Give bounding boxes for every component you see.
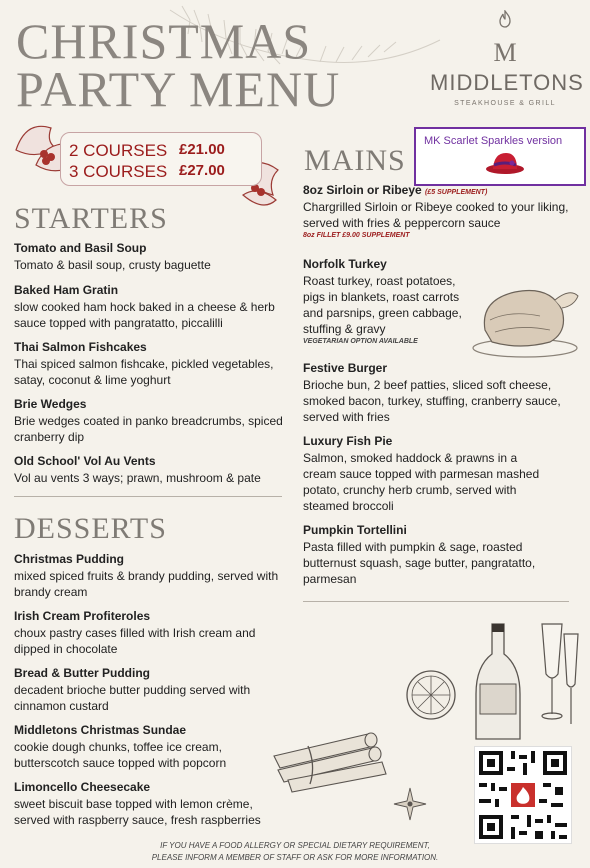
hat-icon (484, 149, 526, 177)
dish-name: Irish Cream Profiteroles (14, 609, 151, 623)
course-price-3: £27.00 (179, 162, 225, 179)
flame-logo-icon (494, 10, 516, 28)
dish-item (14, 723, 286, 771)
dish-description: Thai spiced salmon fishcake, pickled vegetables, satay, coconut & lime yoghurt (14, 357, 274, 387)
dish-description: slow cooked ham hock baked in a cheese & herb sauce topped with pangratatto, piccalilli (14, 300, 275, 330)
dish-name: Luxury Fish Pie (303, 434, 393, 448)
dish-description: sweet biscuit base topped with lemon crème, served with raspberry sauce, fresh raspberries (14, 797, 261, 827)
dish-item (14, 283, 286, 331)
course-label-3: 3 COURSES (69, 162, 168, 181)
version-badge (414, 127, 586, 186)
orange-slice-icon (404, 668, 458, 722)
qr-code-graphic (475, 747, 571, 843)
dish-item (14, 552, 286, 600)
dish-item (303, 523, 543, 587)
dish-item (303, 361, 575, 425)
dish-description: cookie dough chunks, toffee ice cream, butterscotch sauce topped with popcorn (14, 740, 227, 770)
dish-item (14, 241, 286, 273)
allergy-line-2: PLEASE INFORM A MEMBER OF STAFF OR ASK FOR MORE INFORMATION. (151, 853, 439, 862)
dish-item (14, 666, 286, 714)
dish-item (303, 257, 463, 345)
price-box (60, 132, 262, 186)
desserts-title: DESSERTS (14, 512, 167, 545)
dish-vegetarian-note: VEGETARIAN OPTION AVAILABLE (303, 338, 418, 345)
allergy-notice (120, 840, 470, 864)
qr-code-icon[interactable] (474, 746, 572, 844)
section-divider (303, 601, 569, 602)
dish-name: Tomato and Basil Soup (14, 241, 147, 255)
title-line-2: PARTY MENU (16, 61, 341, 117)
dish-name: Limoncello Cheesecake (14, 780, 151, 794)
starters-title: STARTERS (14, 202, 168, 235)
course-price-2: £21.00 (179, 141, 225, 158)
dish-name: Thai Salmon Fishcakes (14, 340, 147, 354)
dish-item (14, 780, 286, 828)
dish-name: Baked Ham Gratin (14, 283, 119, 297)
dish-note: 8oz FILLET £9.00 SUPPLEMENT (303, 232, 410, 239)
dish-item (14, 397, 286, 445)
dish-name: Norfolk Turkey (303, 257, 387, 271)
dish-item (14, 340, 286, 388)
dish-name: Brie Wedges (14, 397, 87, 411)
dish-item (303, 434, 543, 514)
dish-name: Pumpkin Tortellini (303, 523, 407, 537)
dish-description: mixed spiced fruits & brandy pudding, served with brandy cream (14, 569, 279, 599)
mains-title: MAINS (304, 144, 406, 177)
dish-description: Salmon, smoked haddock & prawns in a cream sauce topped with parmesan mashed potato, crunchy herb crumb, served with steamed broccoli (303, 451, 540, 513)
brand-subtitle: STEAKHOUSE & GRILL (454, 100, 556, 107)
dish-name: Bread & Butter Pudding (14, 666, 151, 680)
dish-description: Brioche bun, 2 beef patties, sliced soft cheese, smoked bacon, turkey, stuffing, cranberry sauce, served with fries (303, 378, 561, 424)
champagne-icon (452, 614, 582, 744)
course-label-2: 2 COURSES (69, 141, 168, 160)
badge-text: MK Scarlet Sparkles version (424, 135, 563, 147)
brand-logo (430, 10, 584, 107)
allergy-line-1: IF YOU HAVE A FOOD ALLERGY OR SPECIAL DIETARY REQUIREMENT, (160, 841, 430, 850)
dish-description: Tomato & basil soup, crusty baguette (14, 258, 211, 272)
cinnamon-icon (268, 726, 398, 796)
section-divider (14, 496, 282, 497)
logo-letter: M (493, 38, 517, 67)
dish-description: Brie wedges coated in panko breadcrumbs, spiced cranberry dip (14, 414, 283, 444)
dish-name: 8oz Sirloin or Ribeye (303, 183, 422, 197)
dish-description: Vol au vents 3 ways; prawn, mushroom & pate (14, 471, 261, 485)
dish-name: Christmas Pudding (14, 552, 125, 566)
star-anise-icon (392, 786, 428, 822)
turkey-icon (470, 260, 582, 360)
dish-item (303, 183, 575, 239)
brand-name: MIDDLETONS (430, 70, 584, 95)
dish-description: Roast turkey, roast potatoes, pigs in blankets, roast carrots and parsnips, green cabbage, stuffing & gravy (303, 274, 462, 336)
dish-item (14, 454, 286, 486)
dish-name: Old School' Vol Au Vents (14, 454, 156, 468)
dish-name: Middletons Christmas Sundae (14, 723, 187, 737)
dish-item (14, 609, 286, 657)
dish-description: Chargrilled Sirloin or Ribeye cooked to your liking, served with fries & peppercorn sauce (303, 200, 569, 230)
dish-description: choux pastry cases filled with Irish cream and dipped in chocolate (14, 626, 256, 656)
dish-description: Pasta filled with pumpkin & sage, roasted butternust squash, sage butter, pangratatto, parmesan (303, 540, 536, 586)
title-line-1: CHRISTMAS (16, 13, 312, 69)
dish-description: decadent brioche butter pudding served with cinnamon custard (14, 683, 251, 713)
dish-name: Festive Burger (303, 361, 388, 375)
dish-supplement: (£5 SUPPLEMENT) (425, 189, 488, 196)
